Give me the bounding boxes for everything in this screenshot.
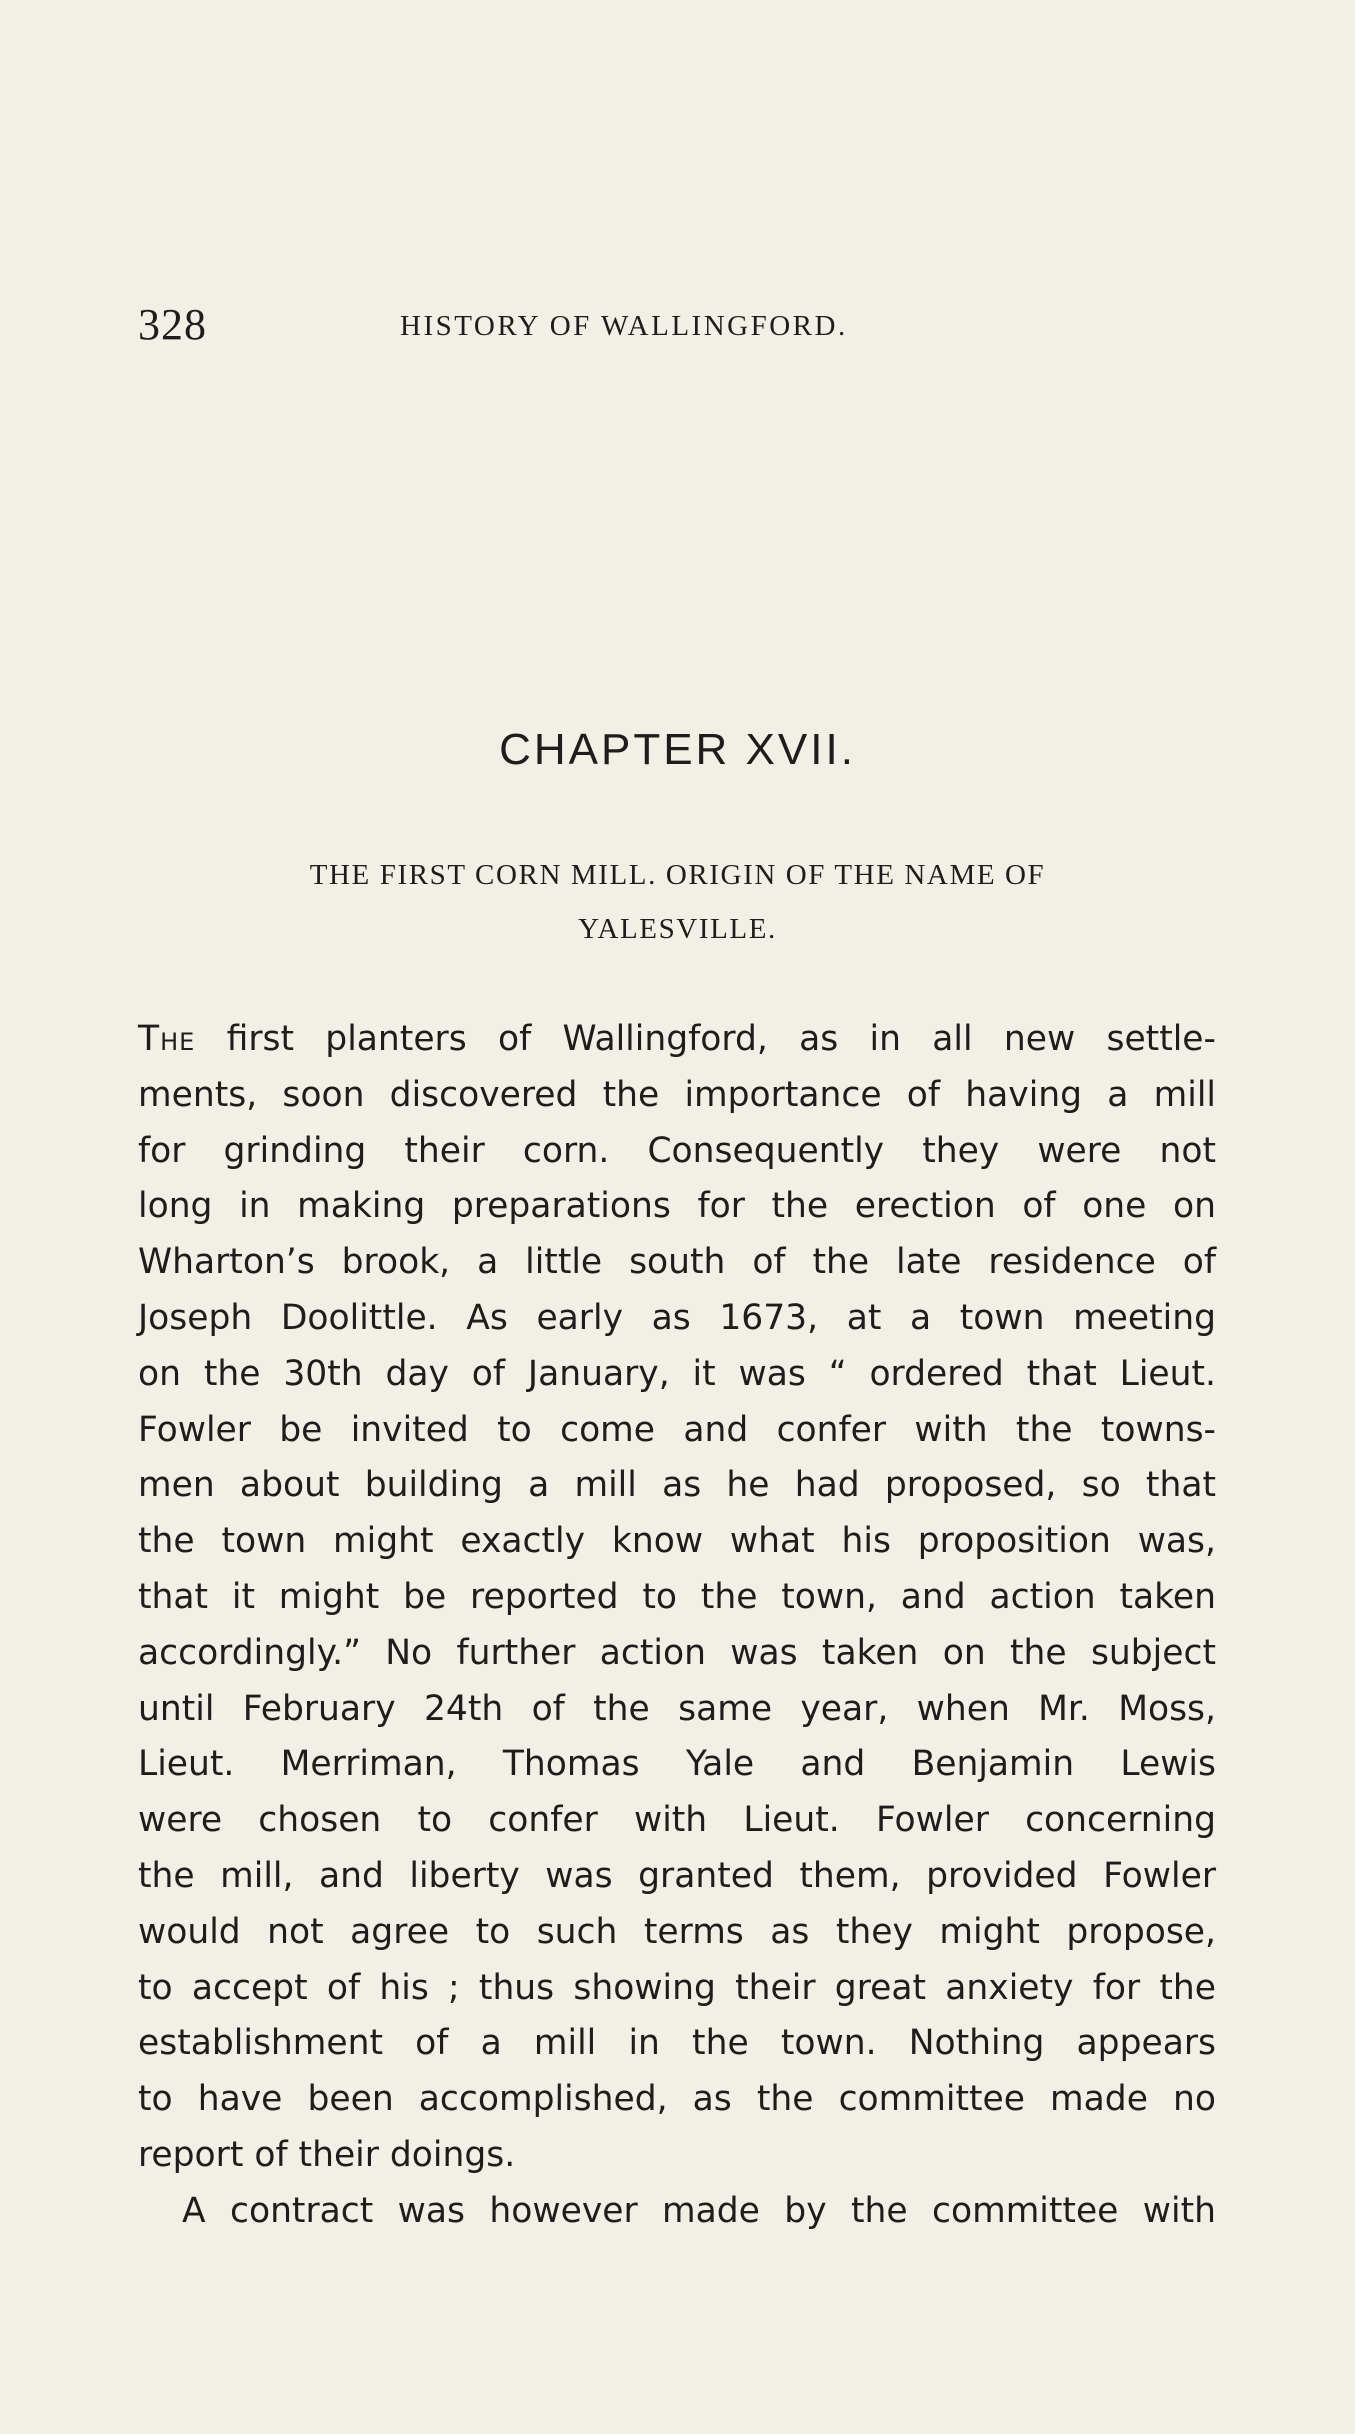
lead-word: The xyxy=(138,1019,196,1059)
text-line-1 xyxy=(138,1012,1216,1068)
text-line-13: until February 24th of the same year, when Mr. Moss, xyxy=(138,1688,1216,1729)
text-line-19: establishment of a mill in the town. Nothing appears xyxy=(138,2023,1216,2064)
text-line-2: ments, soon discovered the importance of having a mill xyxy=(138,1074,1216,1115)
text-line-18: to accept of his ; thus showing their great anxiety for the xyxy=(138,1967,1216,2008)
running-head xyxy=(138,300,1218,350)
text-line-9: men about building a mill as he had proposed, so that xyxy=(138,1465,1216,1506)
text-line-21: report of their doings. xyxy=(138,2134,516,2175)
chapter-heading: CHAPTER XVII. xyxy=(499,725,856,774)
text-line-7: on the 30th day of January, it was “ ordered that Lieut. xyxy=(138,1353,1216,1394)
chapter-subtitle xyxy=(150,848,1205,956)
text-line-4: long in making preparations for the erection of one on xyxy=(138,1186,1216,1227)
text-line-1-rest: first planters of Wallingford, as in all new settle- xyxy=(195,1019,1216,1059)
running-title: HISTORY OF WALLINGFORD. xyxy=(400,310,848,342)
chapter-subtitle-line-1: THE FIRST CORN MILL. ORIGIN OF THE NAME OF xyxy=(309,859,1046,891)
text-line-20: to have been accomplished, as the committee made no xyxy=(138,2079,1216,2120)
text-line-22: A contract was however made by the committee with xyxy=(182,2190,1216,2231)
text-line-8: Fowler be invited to come and confer with the towns- xyxy=(138,1409,1216,1450)
text-line-6: Joseph Doolittle. As early as 1673, at a town meeting xyxy=(138,1297,1216,1338)
text-line-14: Lieut. Merriman, Thomas Yale and Benjamin Lewis xyxy=(138,1744,1216,1785)
page-number: 328 xyxy=(138,300,207,349)
text-line-10: the town might exactly know what his proposition was, xyxy=(138,1521,1216,1562)
chapter-subtitle-line-2: YALESVILLE. xyxy=(578,913,777,945)
text-line-15: were chosen to confer with Lieut. Fowler concerning xyxy=(138,1800,1216,1841)
text-line-12: accordingly.” No further action was taken on the subject xyxy=(138,1632,1216,1673)
text-line-3: for grinding their corn. Consequently they were not xyxy=(138,1130,1216,1171)
text-line-17: would not agree to such terms as they might propose, xyxy=(138,1911,1216,1952)
text-line-16: the mill, and liberty was granted them, provided Fowler xyxy=(138,1855,1216,1896)
text-line-11: that it might be reported to the town, and action taken xyxy=(138,1576,1216,1617)
text-line-5: Wharton’s brook, a little south of the late residence of xyxy=(138,1242,1216,1283)
body-paragraphs xyxy=(138,1012,1216,2240)
